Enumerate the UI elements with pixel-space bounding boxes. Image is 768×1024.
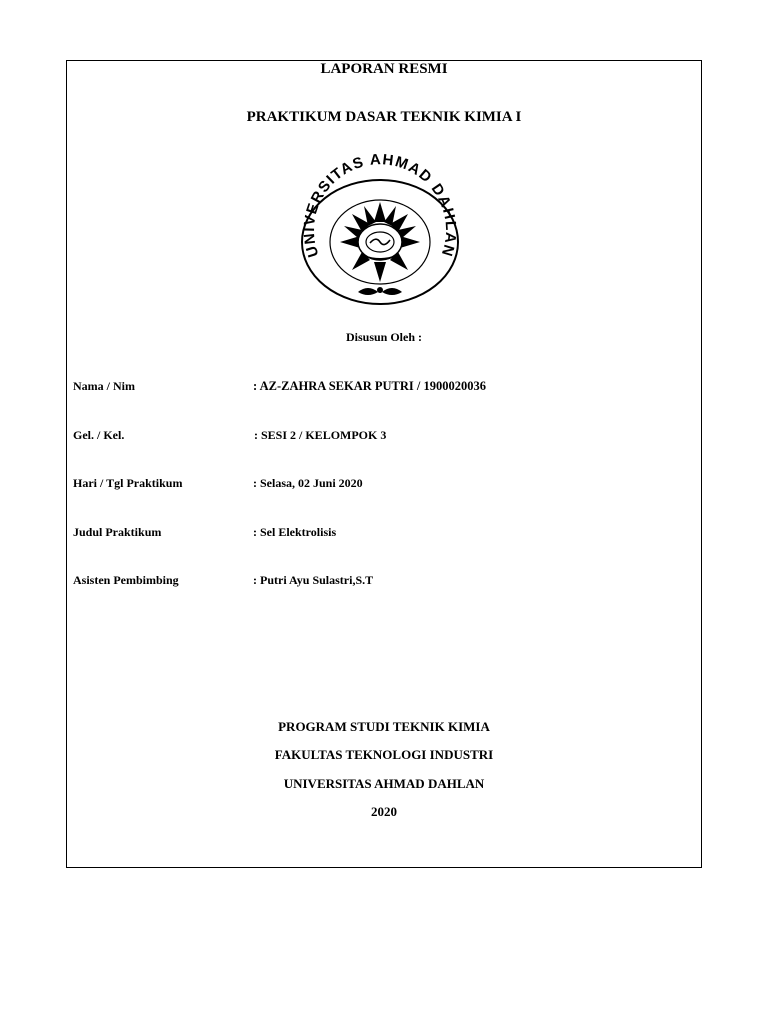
info-label: Asisten Pembimbing bbox=[73, 573, 179, 587]
report-title: LAPORAN RESMI bbox=[320, 61, 448, 77]
footer-faculty: FAKULTAS TEKNOLOGI INDUSTRI bbox=[274, 747, 494, 762]
info-label: Gel. / Kel. bbox=[73, 428, 125, 442]
university-logo bbox=[290, 150, 470, 310]
footer-university: UNIVERSITAS AHMAD DAHLAN bbox=[283, 776, 485, 791]
info-value: : Sel Elektrolisis bbox=[253, 525, 337, 539]
info-label: Judul Praktikum bbox=[73, 525, 162, 539]
footer-year: 2020 bbox=[371, 804, 397, 819]
report-subtitle: PRAKTIKUM DASAR TEKNIK KIMIA I bbox=[246, 109, 522, 125]
seal-ring-text: UNIVERSITAS AHMAD DAHLAN bbox=[300, 151, 460, 260]
info-row-session bbox=[73, 428, 693, 446]
info-label: Nama / Nim bbox=[73, 379, 135, 393]
info-row-date bbox=[73, 476, 693, 494]
author-heading: Disusun Oleh : bbox=[345, 330, 423, 344]
info-value: : SESI 2 / KELOMPOK 3 bbox=[254, 428, 387, 442]
info-label: Hari / Tgl Praktikum bbox=[73, 476, 183, 490]
university-seal-icon bbox=[290, 150, 470, 310]
info-row-title bbox=[73, 525, 693, 543]
footer-program: PROGRAM STUDI TEKNIK KIMIA bbox=[278, 719, 490, 734]
info-value: : Putri Ayu Sulastri,S.T bbox=[253, 573, 374, 587]
info-value: : Selasa, 02 Juni 2020 bbox=[253, 476, 363, 490]
info-row-name bbox=[73, 379, 693, 397]
info-row-assistant bbox=[73, 573, 693, 591]
info-value: : AZ-ZAHRA SEKAR PUTRI / 1900020036 bbox=[253, 379, 487, 393]
